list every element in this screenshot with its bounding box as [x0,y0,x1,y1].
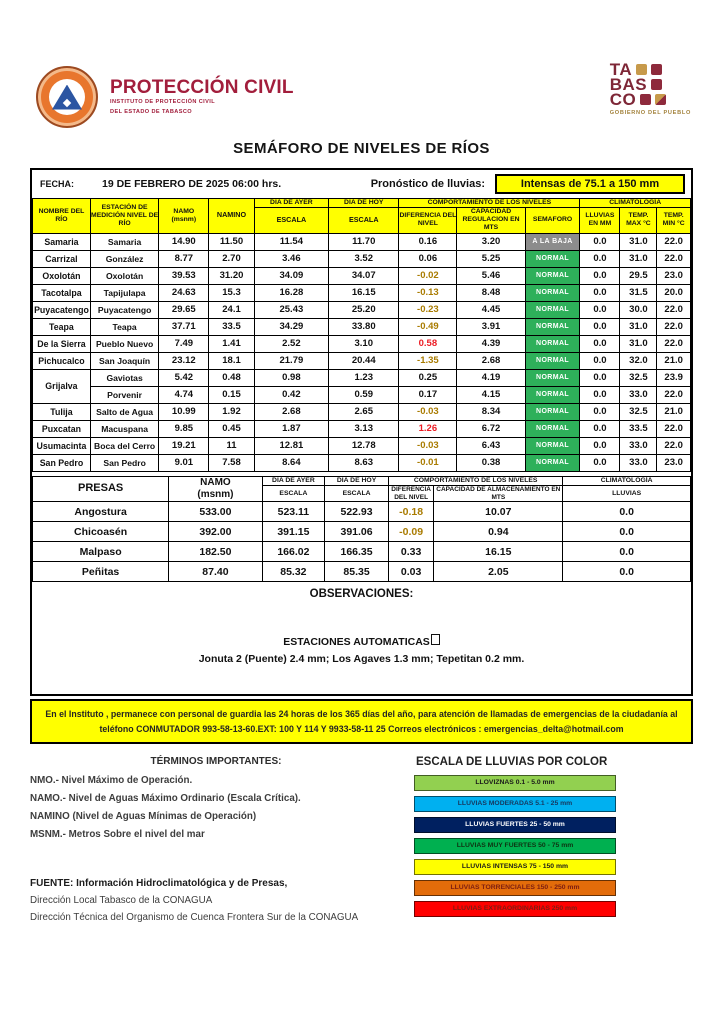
cell-namino: 1.92 [209,403,254,420]
river-row [33,284,691,301]
proteccion-civil-seal-icon [36,66,98,128]
cell-escala-hoy: 391.06 [325,522,389,542]
cell-namo: 392.00 [169,522,262,542]
cell-station-name: Pueblo Nuevo [90,335,158,352]
col-header-escala: ESCALA [254,208,328,233]
river-row [33,437,691,454]
cell-temp-max: 33.0 [620,454,657,471]
cell-namo: 39.53 [159,267,209,284]
bottom-section [30,756,693,923]
col-header-capacidad: CAPACIDAD DE ALMACENAMIENTO EN MTS [434,485,563,502]
col-header-escala: ESCALA [262,485,325,502]
cell-diferencia-nivel: -0.49 [399,318,457,335]
cell-namino: 24.1 [209,301,254,318]
cell-namino: 31.20 [209,267,254,284]
presas-table [32,476,691,583]
tabasco-logo-subtitle: GOBIERNO DEL PUEBLO [609,110,691,116]
cell-station-name: Teapa [90,318,158,335]
cell-capacidad: 2.68 [457,352,525,369]
cell-lluvias: 0.0 [580,301,620,318]
cell-station-name: Puyacatengo [90,301,158,318]
cell-escala-hoy: 25.20 [329,301,399,318]
rain-scale-title: ESCALA DE LLUVIAS POR COLOR [416,756,608,769]
cell-diferencia-nivel: -0.13 [399,284,457,301]
col-header-capacidad: CAPACIDAD REGULACION EN MTS [457,208,525,233]
cell-diferencia-nivel: 0.03 [388,562,433,582]
pronostico-label: Pronóstico de lluvias: [370,178,485,190]
emergency-notice: En el Instituto , permanece con personal de guardia las 24 horas de los 365 días del año, para atención de llamadas de emergencias de la ciudadanía al teléfono CONMUTADOR 993-58-13-60.EXT: 100 Y 114 Y 9933-58-11 25 Correos electrónicos : emergencias_delta@hotmail.com [30,699,693,744]
semaforo-badge: NORMAL [525,420,580,437]
cell-lluvias: 0.0 [580,233,620,250]
cell-namo: 182.50 [169,542,262,562]
semaforo-badge: NORMAL [525,301,580,318]
cell-namo: 9.85 [159,420,209,437]
col-header-comportamiento: COMPORTAMIENTO DE LOS NIVELES [399,199,580,208]
cell-station-name: Macuspana [90,420,158,437]
brand-title: PROTECCIÓN CIVIL [110,77,294,99]
cell-lluvias: 0.0 [580,369,620,386]
cell-namo: 29.65 [159,301,209,318]
semaforo-badge: NORMAL [525,250,580,267]
river-row [33,318,691,335]
cell-namo: 87.40 [169,562,262,582]
cell-escala-hoy: 522.93 [325,502,389,522]
cell-diferencia-nivel: -0.18 [388,502,433,522]
cell-escala-hoy: 16.15 [329,284,399,301]
col-header-ayer: DIA DE AYER [254,199,328,208]
tabasco-glyph-icon [655,94,666,105]
cell-temp-min: 22.0 [657,250,691,267]
cell-diferencia-nivel: 0.06 [399,250,457,267]
semaforo-badge: NORMAL [525,352,580,369]
cell-namo: 37.71 [159,318,209,335]
cell-temp-max: 31.0 [620,233,657,250]
col-header-tmin: TEMP. MIN °C [657,208,691,233]
cell-river-name: Tulija [33,403,91,420]
rain-scale-bar: LLUVIAS EXTRAORDINARIAS 250 mm [414,901,616,917]
cell-namino: 33.5 [209,318,254,335]
col-header-climatologia: CLIMATOLOGÍA [563,476,691,485]
term-item: MSNM.- Metros Sobre el nivel del mar [30,829,205,841]
col-header-lluvias: LLUVIAS [563,485,691,502]
col-header-lluvias: LLUVIAS EN MM [580,208,620,233]
cell-lluvias: 0.0 [563,562,691,582]
cell-lluvias: 0.0 [563,502,691,522]
cell-presa-name: Peñitas [33,562,169,582]
cell-station-name: Porvenir [90,386,158,403]
presa-row [33,522,691,542]
cell-escala-ayer: 1.87 [254,420,328,437]
cell-namo: 9.01 [159,454,209,471]
tabasco-logo-line: CO [609,89,637,109]
cell-capacidad: 8.34 [457,403,525,420]
observaciones-line-1: ESTACIONES AUTOMATICAS [32,634,691,648]
cell-capacidad: 6.43 [457,437,525,454]
cell-escala-ayer: 3.46 [254,250,328,267]
cell-escala-hoy: 85.35 [325,562,389,582]
presa-row [33,562,691,582]
cell-diferencia-nivel: -0.03 [399,437,457,454]
semaforo-badge: NORMAL [525,369,580,386]
cell-namino: 0.15 [209,386,254,403]
col-header-diferencia: DIFERENCIA DEL NIVEL [388,485,433,502]
cell-escala-ayer: 0.42 [254,386,328,403]
cell-lluvias: 0.0 [580,318,620,335]
cell-escala-ayer: 8.64 [254,454,328,471]
cell-lluvias: 0.0 [580,335,620,352]
cell-namo: 24.63 [159,284,209,301]
cell-escala-ayer: 21.79 [254,352,328,369]
cell-diferencia-nivel: -0.02 [399,267,457,284]
river-row [33,233,691,250]
col-header-ayer: DIA DE AYER [262,476,325,485]
col-header-namo: NAMO (msnm) [159,199,209,234]
cell-escala-hoy: 8.63 [329,454,399,471]
cell-temp-min: 22.0 [657,233,691,250]
col-header-hoy: DIA DE HOY [325,476,389,485]
cell-escala-ayer: 2.68 [254,403,328,420]
cell-escala-ayer: 25.43 [254,301,328,318]
rivers-table [32,198,691,472]
cell-namo: 14.90 [159,233,209,250]
cell-escala-ayer: 34.29 [254,318,328,335]
cell-escala-ayer: 11.54 [254,233,328,250]
header [0,0,723,128]
cell-capacidad-almacenamiento: 10.07 [434,502,563,522]
cell-capacidad: 4.39 [457,335,525,352]
cell-lluvias: 0.0 [580,267,620,284]
cell-escala-ayer: 391.15 [262,522,325,542]
cell-station-name: Gaviotas [90,369,158,386]
cell-temp-min: 22.0 [657,318,691,335]
cell-capacidad: 4.15 [457,386,525,403]
semaforo-badge: NORMAL [525,335,580,352]
fuente-title: FUENTE: Información Hidroclimatológica y de Presas, [30,878,288,890]
cell-diferencia-nivel: -0.09 [388,522,433,542]
cell-lluvias: 0.0 [580,284,620,301]
cell-temp-min: 21.0 [657,403,691,420]
fuente-section [30,878,402,923]
cell-namo: 19.21 [159,437,209,454]
cell-presa-name: Malpaso [33,542,169,562]
cell-capacidad: 4.45 [457,301,525,318]
cell-river-name: Puyacatengo [33,301,91,318]
col-header-climatologia: CLIMATOLOGÍA [580,199,691,208]
cell-river-name: San Pedro [33,454,91,471]
presas-section [32,476,691,583]
semaforo-badge: NORMAL [525,437,580,454]
cell-station-name: Salto de Agua [90,403,158,420]
fecha-label: FECHA: [40,179,74,189]
cell-escala-ayer: 34.09 [254,267,328,284]
cell-capacidad: 3.20 [457,233,525,250]
cell-river-name: Pichucalco [33,352,91,369]
cell-lluvias: 0.0 [580,437,620,454]
col-header-escala: ESCALA [329,208,399,233]
page-title: SEMÁFORO DE NIVELES DE RÍOS [233,140,490,157]
cell-escala-hoy: 20.44 [329,352,399,369]
tabasco-logo-line: TA [609,59,633,79]
observaciones-line-2: Jonuta 2 (Puente) 2.4 mm; Los Agaves 1.3 mm; Tepetitan 0.2 mm. [198,653,525,666]
rain-scale-bar: LLOVIZNAS 0.1 - 5.0 mm [414,775,616,791]
cell-namo: 4.74 [159,386,209,403]
cell-river-name: Oxolotán [33,267,91,284]
cell-namino: 11.50 [209,233,254,250]
cell-capacidad: 5.46 [457,267,525,284]
river-row [33,352,691,369]
term-item: NAMINO (Nivel de Aguas Mínimas de Operación) [30,811,257,823]
cell-escala-hoy: 166.35 [325,542,389,562]
cell-namo: 23.12 [159,352,209,369]
cell-lluvias: 0.0 [563,542,691,562]
brand-subtitle-2: DEL ESTADO DE TABASCO [110,108,193,115]
missing-glyph-box [431,634,440,645]
col-header-diferencia: DIFERENCIA DEL NIVEL [399,208,457,233]
cell-escala-hoy: 3.52 [329,250,399,267]
cell-capacidad: 5.25 [457,250,525,267]
presa-row [33,542,691,562]
cell-escala-ayer: 0.98 [254,369,328,386]
rain-scale-bar: LLUVIAS FUERTES 25 - 50 mm [414,817,616,833]
cell-temp-min: 22.0 [657,420,691,437]
cell-temp-max: 32.0 [620,352,657,369]
cell-escala-hoy: 3.10 [329,335,399,352]
cell-presa-name: Chicoasén [33,522,169,542]
cell-station-name: San Joaquín [90,352,158,369]
river-row [33,386,691,403]
cell-capacidad: 0.38 [457,454,525,471]
cell-river-name: Teapa [33,318,91,335]
cell-temp-max: 32.5 [620,403,657,420]
cell-namo: 5.42 [159,369,209,386]
cell-river-name: Carrizal [33,250,91,267]
cell-temp-max: 33.0 [620,386,657,403]
cell-escala-ayer: 523.11 [262,502,325,522]
cell-lluvias: 0.0 [580,250,620,267]
cell-station-name: Tapijulapa [90,284,158,301]
proteccion-civil-brand [36,66,294,128]
semaforo-badge: NORMAL [525,386,580,403]
cell-diferencia-nivel: 0.25 [399,369,457,386]
cell-escala-ayer: 2.52 [254,335,328,352]
cell-escala-hoy: 2.65 [329,403,399,420]
cell-lluvias: 0.0 [580,454,620,471]
cell-lluvias: 0.0 [580,352,620,369]
rain-scale-bar: LLUVIAS MODERADAS 5.1 - 25 mm [414,796,616,812]
cell-lluvias: 0.0 [580,420,620,437]
river-row [33,403,691,420]
cell-temp-min: 23.9 [657,369,691,386]
semaforo-badge: NORMAL [525,403,580,420]
rain-scale-bar: LLUVIAS INTENSAS 75 - 150 mm [414,859,616,875]
info-row [32,170,691,198]
cell-namo: 10.99 [159,403,209,420]
rain-scale-bar: LLUVIAS TORRENCIALES 150 - 250 mm [414,880,616,896]
cell-escala-hoy: 0.59 [329,386,399,403]
cell-namino: 15.3 [209,284,254,301]
rain-scale-bars [414,775,693,917]
cell-temp-min: 22.0 [657,301,691,318]
cell-namino: 1.41 [209,335,254,352]
fecha-value: 19 DE FEBRERO DE 2025 06:00 hrs. [102,178,282,190]
cell-diferencia-nivel: 0.17 [399,386,457,403]
tabasco-glyph-icon [640,94,651,105]
observaciones-title: OBSERVACIONES: [309,588,414,601]
cell-capacidad-almacenamiento: 2.05 [434,562,563,582]
cell-capacidad: 3.91 [457,318,525,335]
fuente-line-1: Dirección Local Tabasco de la CONAGUA [30,895,213,907]
river-row [33,420,691,437]
cell-river-name: Puxcatan [33,420,91,437]
cell-diferencia-nivel: -0.23 [399,301,457,318]
cell-capacidad: 8.48 [457,284,525,301]
cell-capacidad-almacenamiento: 0.94 [434,522,563,542]
rain-scale-column [402,756,693,923]
river-row [33,454,691,471]
cell-capacidad-almacenamiento: 16.15 [434,542,563,562]
cell-namo: 8.77 [159,250,209,267]
cell-presa-name: Angostura [33,502,169,522]
semaforo-badge: A LA BAJA [525,233,580,250]
river-row [33,369,691,386]
cell-namino: 0.48 [209,369,254,386]
term-item: NMO.- Nivel Máximo de Operación. [30,775,193,787]
col-header-namo: NAMO (msnm) [169,476,262,502]
col-header-tmax: TEMP. MAX °C [620,208,657,233]
cell-namino: 0.45 [209,420,254,437]
brand-text [110,78,294,116]
cell-temp-max: 33.5 [620,420,657,437]
semaforo-badge: NORMAL [525,318,580,335]
cell-capacidad: 4.19 [457,369,525,386]
cell-temp-min: 20.0 [657,284,691,301]
cell-namino: 11 [209,437,254,454]
presa-row [33,502,691,522]
cell-station-name: González [90,250,158,267]
cell-diferencia-nivel: -0.01 [399,454,457,471]
cell-diferencia-nivel: -0.03 [399,403,457,420]
river-row [33,250,691,267]
cell-temp-max: 32.5 [620,369,657,386]
cell-escala-hoy: 11.70 [329,233,399,250]
brand-subtitle-1: INSTITUTO DE PROTECCIÓN CIVIL [110,99,216,106]
cell-escala-hoy: 12.78 [329,437,399,454]
cell-diferencia-nivel: -1.35 [399,352,457,369]
cell-escala-hoy: 34.07 [329,267,399,284]
cell-lluvias: 0.0 [580,403,620,420]
tabasco-logo [609,59,691,116]
cell-escala-hoy: 33.80 [329,318,399,335]
col-header-comportamiento: COMPORTAMIENTO DE LOS NIVELES [388,476,562,485]
cell-namo: 533.00 [169,502,262,522]
semaforo-badge: NORMAL [525,454,580,471]
tabasco-logo-line: BAS [609,74,648,94]
cell-temp-min: 21.0 [657,352,691,369]
tabasco-glyph-icon [636,64,647,75]
cell-diferencia-nivel: 0.33 [388,542,433,562]
col-header-estacion: ESTACIÓN DE MEDICIÓN NIVEL DE RÍO [90,199,158,234]
river-row [33,301,691,318]
cell-river-name: Usumacinta [33,437,91,454]
pronostico-value: Intensas de 75.1 a 150 mm [495,174,685,194]
cell-namino: 2.70 [209,250,254,267]
col-header-escala: ESCALA [325,485,389,502]
cell-namino: 18.1 [209,352,254,369]
cell-diferencia-nivel: 1.26 [399,420,457,437]
cell-river-name: De la Sierra [33,335,91,352]
cell-temp-max: 29.5 [620,267,657,284]
cell-escala-ayer: 166.02 [262,542,325,562]
cell-capacidad: 6.72 [457,420,525,437]
cell-escala-ayer: 16.28 [254,284,328,301]
cell-temp-min: 22.0 [657,335,691,352]
cell-river-name: Tacotalpa [33,284,91,301]
term-item: NAMO.- Nivel de Aguas Máximo Ordinario (Escala Crítica). [30,793,301,805]
cell-river-name: Samaria [33,233,91,250]
cell-temp-min: 22.0 [657,386,691,403]
cell-temp-max: 31.0 [620,335,657,352]
cell-lluvias: 0.0 [563,522,691,542]
cell-temp-max: 33.0 [620,437,657,454]
cell-station-name: Samaria [90,233,158,250]
cell-station-name: Boca del Cerro [90,437,158,454]
tabasco-glyph-icon [651,79,662,90]
cell-temp-min: 22.0 [657,437,691,454]
semaforo-badge: NORMAL [525,284,580,301]
cell-escala-hoy: 3.13 [329,420,399,437]
cell-station-name: Oxolotán [90,267,158,284]
cell-namo: 7.49 [159,335,209,352]
col-header-semaforo: SEMAFORO [525,208,580,233]
cell-diferencia-nivel: 0.16 [399,233,457,250]
river-row [33,267,691,284]
terms-column [30,756,402,923]
col-header-presas: PRESAS [33,476,169,502]
rain-scale-bar: LLUVIAS MUY FUERTES 50 - 75 mm [414,838,616,854]
terms-title: TÉRMINOS IMPORTANTES: [150,756,282,768]
col-header-hoy: DIA DE HOY [329,199,399,208]
cell-temp-max: 31.5 [620,284,657,301]
observaciones-section [32,588,691,694]
cell-escala-ayer: 12.81 [254,437,328,454]
col-header-namino: NAMINO [209,199,254,234]
fuente-line-2: Dirección Técnica del Organismo de Cuenca Frontera Sur de la CONAGUA [30,912,359,924]
cell-station-name: San Pedro [90,454,158,471]
river-row [33,335,691,352]
cell-escala-ayer: 85.32 [262,562,325,582]
semaforo-badge: NORMAL [525,267,580,284]
cell-temp-max: 31.0 [620,250,657,267]
cell-temp-max: 30.0 [620,301,657,318]
cell-temp-max: 31.0 [620,318,657,335]
cell-escala-hoy: 1.23 [329,369,399,386]
cell-namino: 7.58 [209,454,254,471]
col-header-rio: NOMBRE DEL RÍO [33,199,91,234]
cell-lluvias: 0.0 [580,386,620,403]
tabasco-glyph-icon [651,64,662,75]
main-report-box [30,168,693,696]
cell-temp-min: 23.0 [657,267,691,284]
cell-river-name: Grijalva [33,369,91,403]
cell-temp-min: 23.0 [657,454,691,471]
cell-diferencia-nivel: 0.58 [399,335,457,352]
